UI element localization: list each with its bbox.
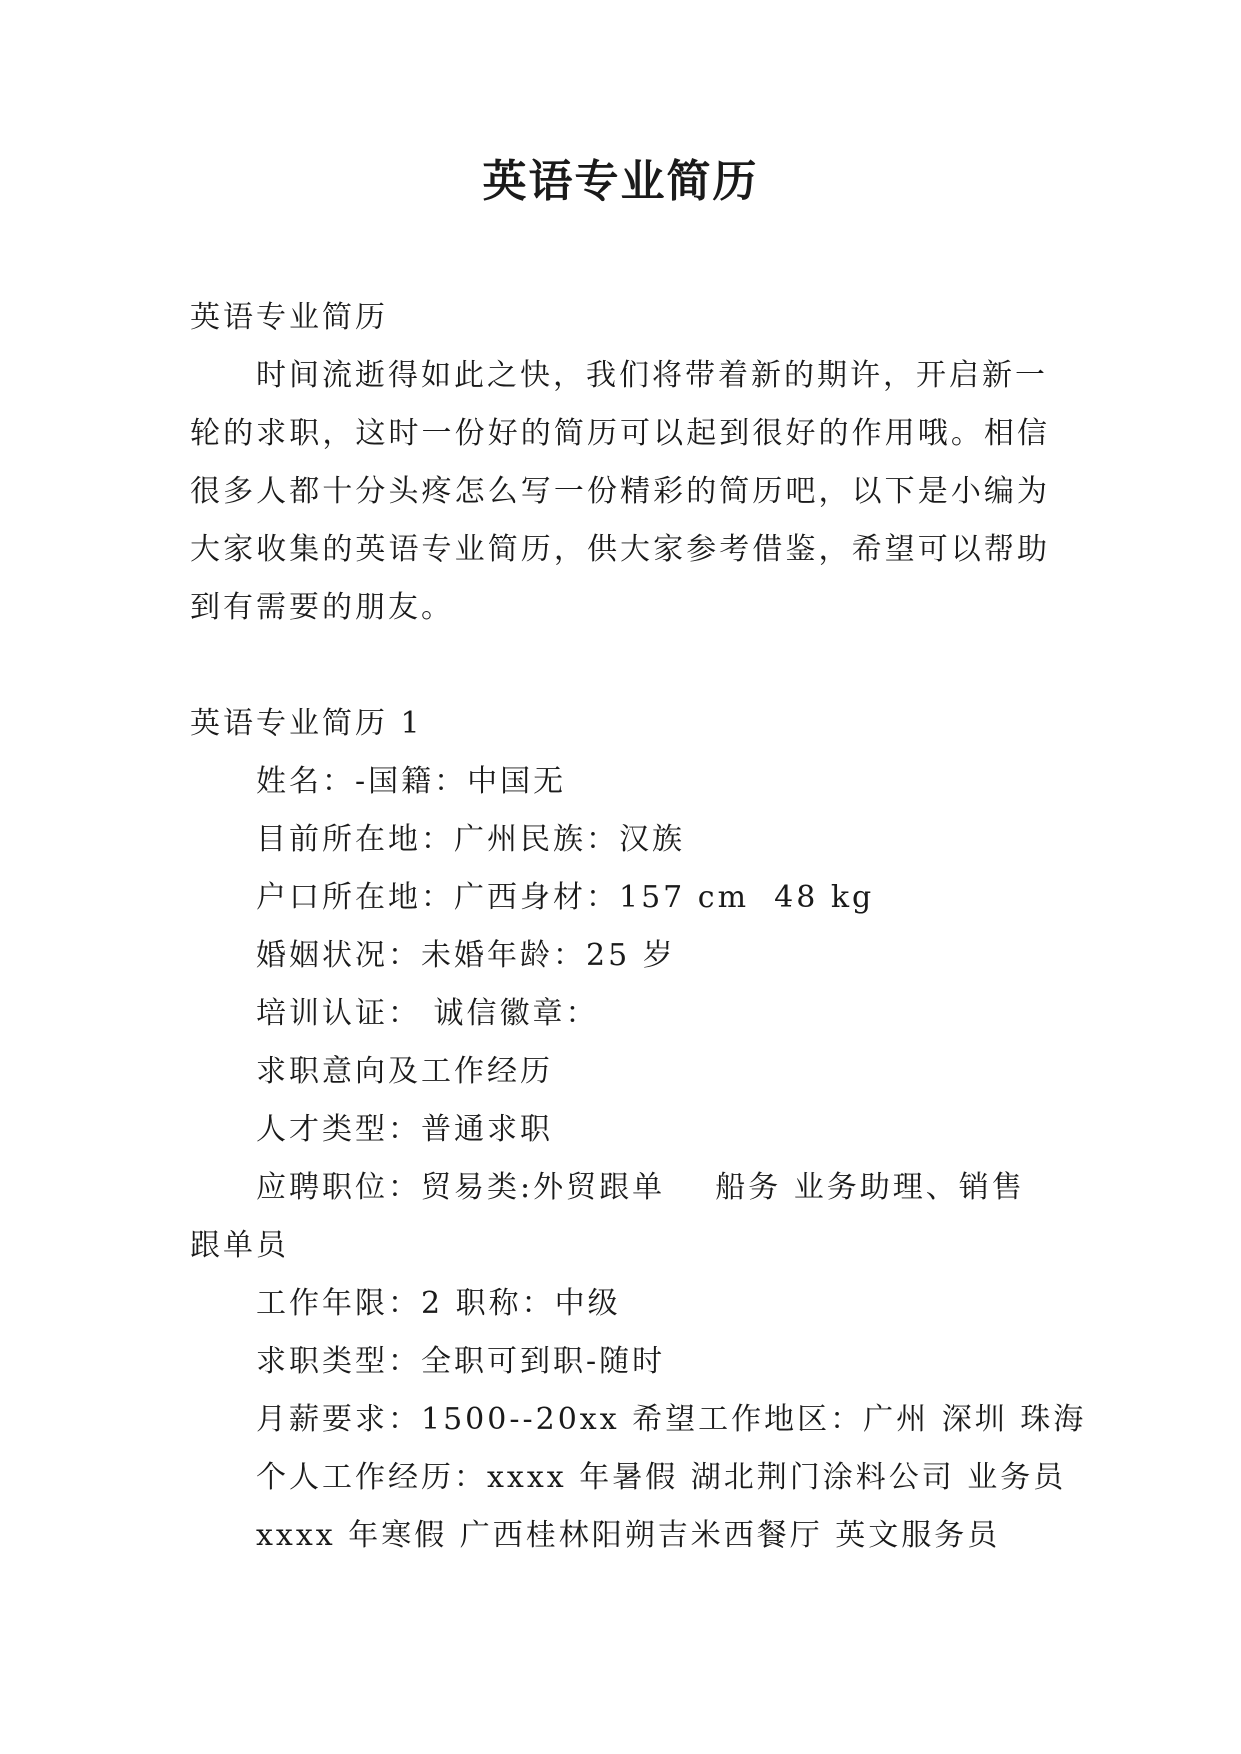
resume-line-work-1: 个人工作经历：xxxx 年暑假 湖北荆门涂料公司 业务员: [256, 1460, 1067, 1495]
resume-line-talent-type: 人才类型：普通求职: [256, 1112, 553, 1147]
resume-line-position: 应聘职位：贸易类:外贸跟单 船务 业务助理、销售: [256, 1170, 1025, 1205]
resume-line-hukou: 户口所在地：广西身材：157 cm 48 kg: [256, 880, 875, 915]
resume-line-salary: 月薪要求：1500--20xx 希望工作地区：广州 深圳 珠海: [256, 1402, 1087, 1437]
document-title: 英语专业简历: [482, 156, 759, 207]
document-body: [190, 289, 1087, 1565]
resume-line-marital: 婚姻状况：未婚年龄：25 岁: [256, 938, 676, 973]
subtitle: 英语专业简历: [190, 300, 388, 335]
resume-line-name: 姓名：-国籍：中国无: [256, 764, 567, 799]
intro-line-4: 大家收集的英语专业简历，供大家参考借鉴，希望可以帮助: [190, 532, 1050, 567]
resume-line-work-2: xxxx 年寒假 广西桂林阳朔吉米西餐厅 英文服务员: [256, 1518, 1001, 1553]
resume-line-position-cont: 跟单员: [190, 1228, 289, 1263]
intro-line-3: 很多人都十分头疼怎么写一份精彩的简历吧，以下是小编为: [190, 474, 1050, 509]
resume-line-job-type: 求职类型：全职可到职-随时: [256, 1344, 666, 1379]
resume-line-certification: 培训认证： 诚信徽章：: [256, 996, 599, 1031]
intro-line-2: 轮的求职，这时一份好的简历可以起到很好的作用哦。相信: [190, 416, 1050, 451]
resume-line-years: 工作年限：2 职称：中级: [256, 1286, 621, 1321]
paragraph-gap: [190, 637, 1050, 695]
intro-line-1: 时间流逝得如此之快，我们将带着新的期许，开启新一: [256, 358, 1048, 393]
intro-line-5: 到有需要的朋友。: [190, 590, 454, 625]
resume-line-location: 目前所在地：广州民族：汉族: [256, 822, 685, 857]
resume-line-intent-heading: 求职意向及工作经历: [256, 1054, 553, 1089]
section-heading: 英语专业简历 1: [190, 706, 423, 741]
